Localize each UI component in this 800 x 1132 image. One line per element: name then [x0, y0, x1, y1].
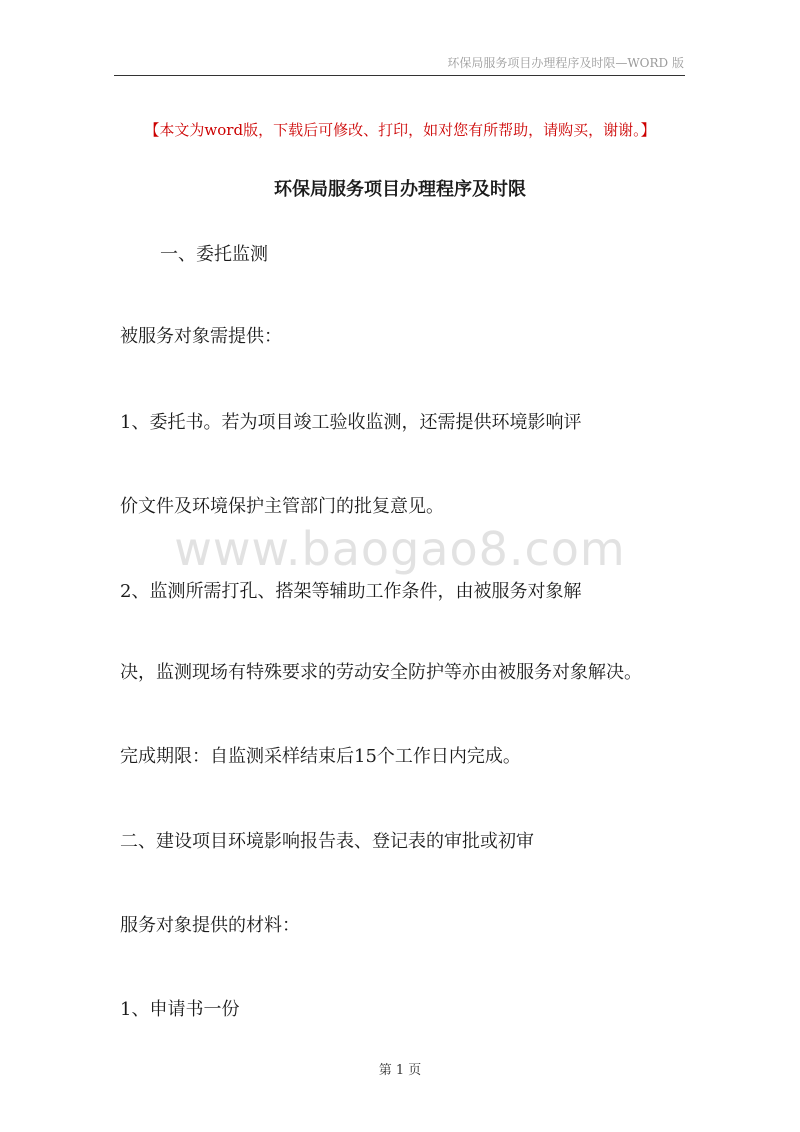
paragraph-line: 1、申请书一份: [120, 999, 240, 1020]
paragraph-line: 价文件及环境保护主管部门的批复意见。: [120, 496, 444, 517]
purchase-notice: 【本文为word版，下载后可修改、打印，如对您有所帮助，请购买，谢谢。】: [144, 121, 656, 139]
paragraph-line: 被服务对象需提供：: [120, 326, 282, 347]
page-number: 第 1 页: [378, 1063, 422, 1078]
document-title: 环保局服务项目办理程序及时限: [274, 179, 526, 200]
section-heading-1: 一、委托监测: [160, 244, 268, 265]
page-header-text: 环保局服务项目办理程序及时限—WORD 版: [447, 56, 684, 70]
paragraph-line: 1、委托书。若为项目竣工验收监测，还需提供环境影响评: [120, 412, 582, 433]
section-heading-2: 二、建设项目环境影响报告表、登记表的审批或初审: [120, 831, 534, 852]
paragraph-line: 服务对象提供的材料：: [120, 915, 300, 936]
paragraph-line: 2、监测所需打孔、搭架等辅助工作条件，由被服务对象解: [120, 581, 582, 602]
header-divider: [114, 75, 685, 76]
paragraph-line: 完成期限：自监测采样结束后15个工作日内完成。: [120, 746, 521, 767]
watermark: www.baogao8.com: [174, 522, 626, 576]
paragraph-line: 决，监测现场有特殊要求的劳动安全防护等亦由被服务对象解决。: [120, 662, 642, 683]
